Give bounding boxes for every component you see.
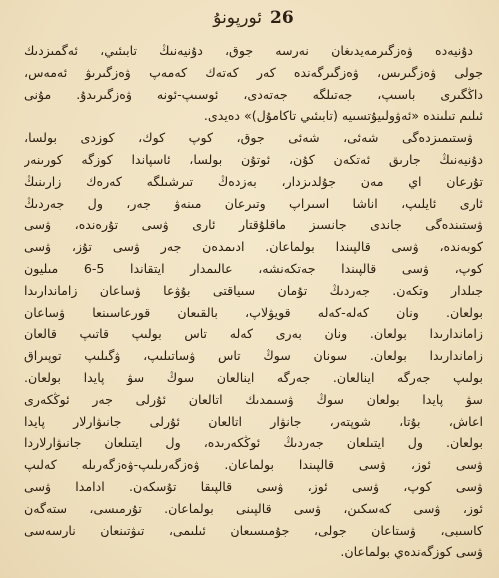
text-line: دۇنيەنىڭ جارىق ئەتكەن كۇن، ئوتۇن بولسا، ئاسپاندا كوزگە كورىنەر — [24, 151, 483, 167]
text-line: ۋسى كوزگەندەي بولماعان. — [340, 544, 483, 560]
text-line: زاماندارىدا بولعان. ونان بەرى كەلە تاس بولىپ قاتىپ قالعان — [24, 326, 483, 342]
text-line: كوپ، ۋسى قالپىندا جەتكەنشە، عالىمدار ايتقاندا 5-6 مىليون — [24, 260, 483, 276]
text-line: ۋسى ئوز، ۋسى قالپىندا بولماعان. ۋەزگەرىلىپ-ۋەزگەرىلە كەلىپ — [24, 457, 483, 473]
text-line: داڭگىرى باسىپ، جەتىلگە جەتەدى، ئوسىپ-ئونە ۋەزگىرىدۇ. مۇنى — [24, 86, 483, 102]
text-line: ۋستىمىزدەگى شەئى، شەئى جوق، كوپ كوك، كوزدى بولسا، — [24, 130, 473, 146]
text-line: جىلدار وتكەن. جەردىڭ تۇمان سىياقتى بۇۋعا ۋساعان زاماندارىدا — [24, 282, 483, 298]
text-line: كوبەندە، ۋسى قالپىندا بولماعان. ادىمدەن جەر ۋسى تۇز، ۋسى — [24, 239, 483, 255]
text-line: ۋسى كوپ، ۋسى ئوز، ۋسى قالپىقا تۇسكەن. ادامدا ۋسى — [24, 478, 483, 494]
page-number: 26 — [270, 8, 294, 28]
text-line: بولعان. ول ايتىلعان جەردىڭ ئوڭكەرىدە، ول ايتىلعان جانىۋارلاردا — [24, 435, 483, 451]
text-line: ئارى ئايلىپ، اناشا اسىراپ وتىرعان مىنەۋ جەر، ول جەردىڭ — [24, 195, 483, 211]
paragraph — [24, 40, 483, 127]
text-line: تۇرعان اي مەن جۇلدىزدار، بەزدەڭ تىرشىلگە كەرەك زارىنىڭ — [24, 173, 483, 189]
text-line: كاسىبى، ۋستاعان جولى، جۇمىسىعان ئىلىمى، تىۋتىنعان نارسەسى — [24, 522, 483, 538]
text-line: اعاش، بۇتا، شوپتەر، جانۋار اتالعان ئۇرلى جانىۋارلار پايدا — [24, 413, 483, 429]
text-line: دۇنيەدە ۋەزگىرمەيدىغان نەرسە جوق، دۇنيەنىڭ تابىئىي، ئەگمىزدىك — [24, 43, 473, 58]
page-header — [24, 8, 483, 34]
text-line: بولىپ جەرگە اينالعان. جەرگە اينالعان سوڭ سۋ پايدا بولعان. — [24, 369, 483, 385]
text-line: جولى ۋەزگىرىس، ۋەزگىرگەندە كەر كەتەك كەمەپ ۋەزگىرىۋ ئەمەس، — [24, 64, 483, 80]
page-body — [24, 40, 483, 563]
text-line: بولعان. ونان كەلە-كەلە قويۋلاپ، بالقىعان قورعاسىنعا ۋساعان — [24, 304, 483, 320]
text-line: ئىلىم تىلىندە «ئەۋولىيۇتسىيە (تابىئىي تاكامۇل)» دەيدى. — [203, 108, 483, 124]
paragraph — [24, 127, 483, 563]
running-title: ئورپونۇ — [213, 8, 263, 28]
text-line: ئوز، ۋسى كەسكىن، ۋسى قالپىنى بولماعان. تۇرمىسى، ستەگەن — [24, 500, 483, 516]
text-line: زاماندارىدا بولعان. سونان سوڭ تاس ۋساتىلىپ، ۋگىلىپ توپىراق — [24, 348, 483, 364]
text-line: سۋ پايدا بولعان سوڭ ۋسىمدىك اتالعان ئۇرلى جەر ئوڭكەرى — [24, 391, 483, 407]
text-line: ۋستىندەگى جاندى جانسىز ماقلۇقتار ئارى ۋسى تۇرەندە، ۋسى — [24, 217, 483, 233]
